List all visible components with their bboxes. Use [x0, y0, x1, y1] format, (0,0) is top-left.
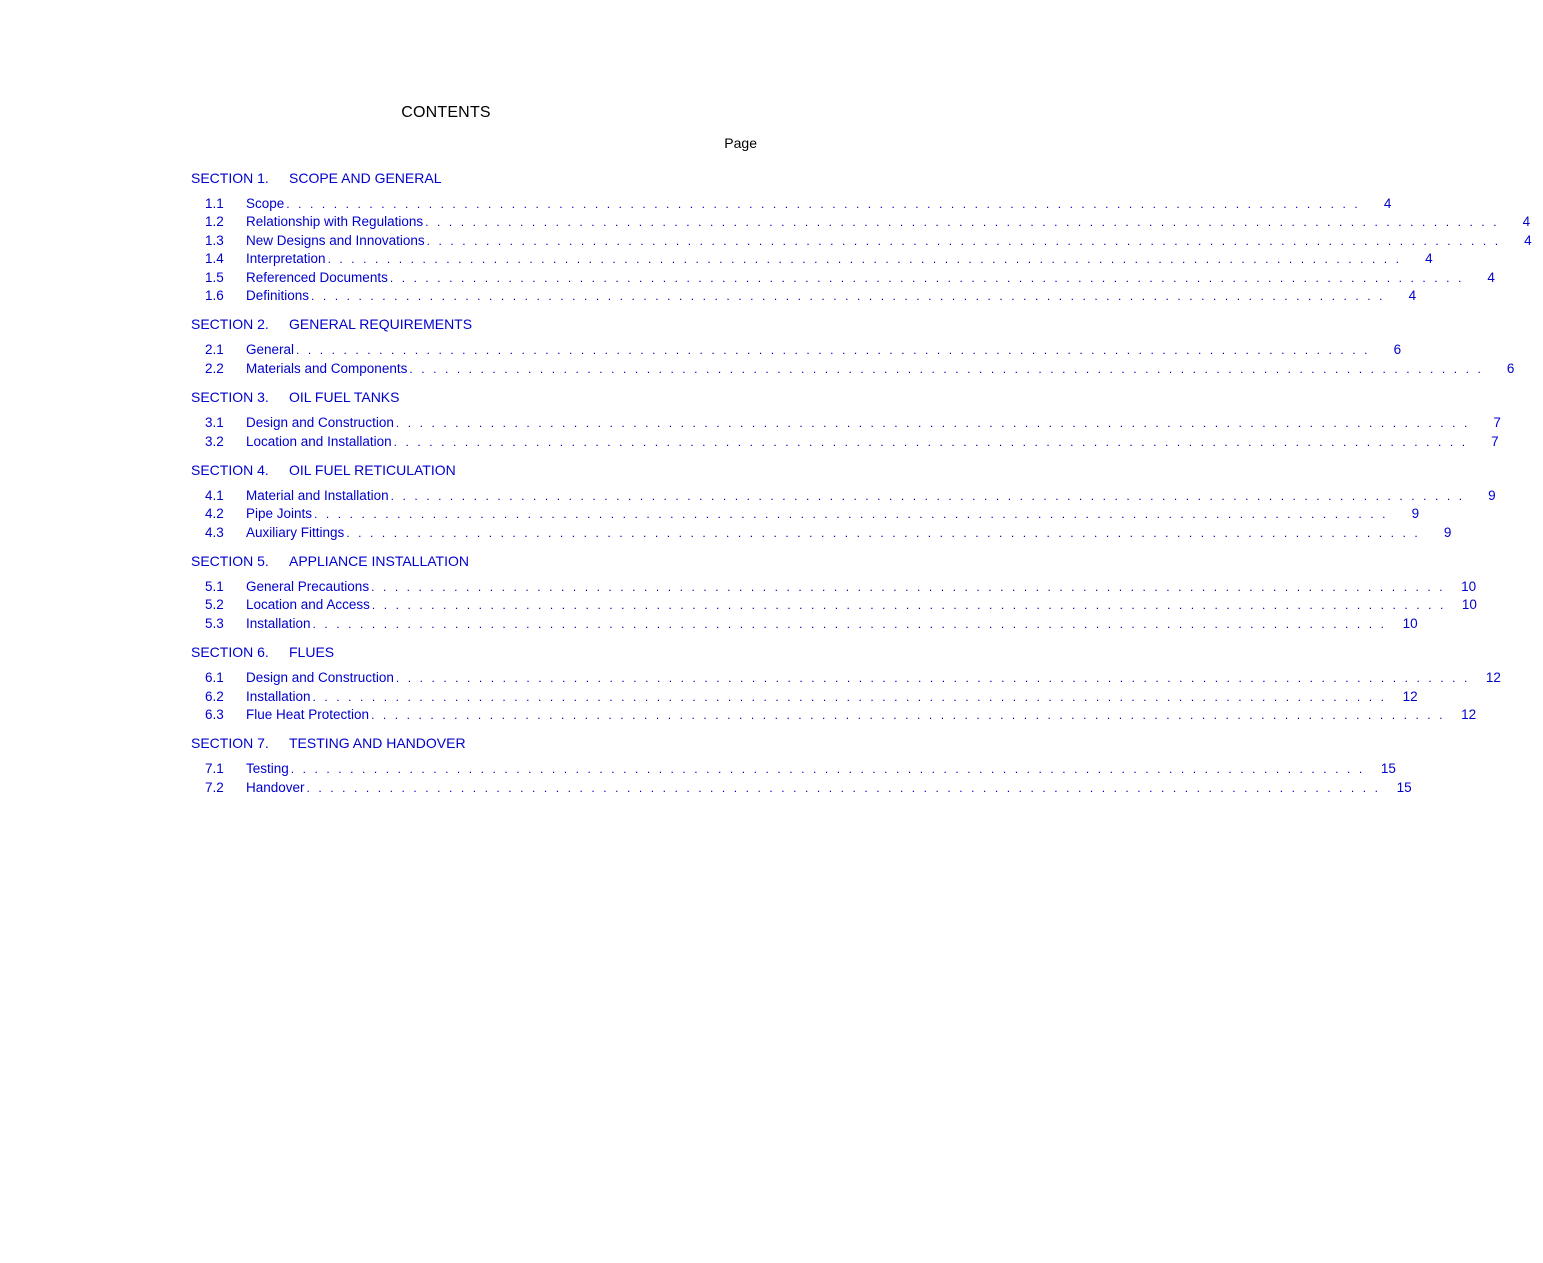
- section-label: SECTION 7.: [191, 735, 269, 752]
- section-heading[interactable]: [191, 551, 757, 571]
- toc-entry[interactable]: [191, 505, 1420, 523]
- section-heading[interactable]: [191, 387, 757, 407]
- entry-label: Materials and Components: [246, 360, 408, 376]
- dot-leader: . . . . . . . . . . . . . . . . . . . . . . . . . . . . . . . . . . . . . . . . . . . . . . . . . . . . . . . . . . . . . . . . . . . . . . . . . . . . . . . . . . . . . . . . . . .: [306, 780, 1381, 795]
- entry-page-number: 15: [1380, 761, 1396, 777]
- entry-label: Testing: [246, 761, 289, 777]
- toc-entry[interactable]: [191, 250, 1433, 268]
- entry-page-number: 4: [1383, 196, 1392, 211]
- dot-leader: . . . . . . . . . . . . . . . . . . . . . . . . . . . . . . . . . . . . . . . . . . . . . . . . . . . . . . . . . . . . . . . . . . . . . . . . . . . . . . . . . . . . . . . . . . .: [314, 507, 1389, 522]
- toc-entry[interactable]: [191, 433, 1499, 451]
- entry-page-number: 4: [1524, 232, 1532, 248]
- entry-page-number: 7: [1493, 415, 1501, 431]
- toc-entry[interactable]: [191, 706, 1477, 724]
- table-of-contents: [191, 168, 1532, 806]
- entry-label: Auxiliary Fittings: [246, 524, 345, 540]
- dot-leader: . . . . . . . . . . . . . . . . . . . . . . . . . . . . . . . . . . . . . . . . . . . . . . . . . . . . . . . . . . . . . . . . . . . . . . . . . . . . . . . . . . . . . . . . . . .: [390, 488, 1465, 503]
- entry-page-number: 7: [1491, 433, 1499, 449]
- section-heading[interactable]: [191, 642, 757, 662]
- entry-page-number: 6: [1506, 360, 1515, 376]
- dot-leader: . . . . . . . . . . . . . . . . . . . . . . . . . . . . . . . . . . . . . . . . . . . . . . . . . . . . . . . . . . . . . . . . . . . . . . . . . . . . . . . . . . . . . . . . . . .: [393, 434, 1468, 449]
- page-title: CONTENTS: [401, 104, 491, 121]
- section-heading[interactable]: [191, 460, 757, 480]
- entry-page-number: 4: [1408, 287, 1417, 303]
- entry-number: 4.2: [205, 506, 224, 522]
- entry-label: Scope: [246, 196, 285, 211]
- entry-number: 5.2: [205, 597, 224, 613]
- entry-label: Design and Construction: [246, 670, 394, 686]
- entry-number: 6.1: [205, 670, 224, 686]
- toc-entry[interactable]: [191, 414, 1501, 432]
- toc-entry[interactable]: [191, 524, 1452, 542]
- toc-section: [191, 642, 1501, 724]
- section-entries: [191, 414, 1501, 451]
- entry-number: 6.3: [205, 707, 224, 723]
- toc-entry[interactable]: [191, 779, 1412, 797]
- dot-leader: . . . . . . . . . . . . . . . . . . . . . . . . . . . . . . . . . . . . . . . . . . . . . . . . . . . . . . . . . . . . . . . . . . . . . . . . . . . . . . . . . . . . . . . . . . .: [286, 197, 1361, 211]
- entry-page-number: 4: [1522, 214, 1531, 230]
- entry-number: 2.2: [205, 360, 224, 376]
- entry-label: Referenced Documents: [246, 269, 388, 285]
- entry-page-number: 12: [1402, 688, 1418, 704]
- section-entries: [191, 195, 1532, 305]
- section-title: TESTING AND HANDOVER: [289, 735, 466, 752]
- dot-leader: . . . . . . . . . . . . . . . . . . . . . . . . . . . . . . . . . . . . . . . . . . . . . . . . . . . . . . . . . . . . . . . . . . . . . . . . . . . . . . . . . . . . . . . . . . .: [290, 762, 1365, 777]
- dot-leader: . . . . . . . . . . . . . . . . . . . . . . . . . . . . . . . . . . . . . . . . . . . . . . . . . . . . . . . . . . . . . . . . . . . . . . . . . . . . . . . . . . . . . . . . . . .: [371, 708, 1446, 723]
- entry-label: Handover: [246, 779, 305, 795]
- section-heading[interactable]: [191, 733, 757, 753]
- entry-number: 1.5: [205, 269, 224, 285]
- section-entries: [191, 669, 1501, 724]
- section-entries: [191, 760, 1412, 797]
- entry-page-number: 15: [1396, 779, 1412, 795]
- entry-number: 4.3: [205, 524, 224, 540]
- section-label: SECTION 3.: [191, 389, 269, 406]
- entry-number: 3.1: [205, 415, 224, 431]
- section-label: SECTION 1.: [191, 170, 269, 186]
- entry-number: 7.1: [205, 761, 224, 777]
- toc-section: [191, 733, 1412, 797]
- entry-number: 5.3: [205, 615, 224, 631]
- dot-leader: . . . . . . . . . . . . . . . . . . . . . . . . . . . . . . . . . . . . . . . . . . . . . . . . . . . . . . . . . . . . . . . . . . . . . . . . . . . . . . . . . . . . . . . . . . .: [371, 580, 1446, 595]
- entry-number: 3.2: [205, 433, 224, 449]
- dot-leader: . . . . . . . . . . . . . . . . . . . . . . . . . . . . . . . . . . . . . . . . . . . . . . . . . . . . . . . . . . . . . . . . . . . . . . . . . . . . . . . . . . . . . . . . . . .: [327, 252, 1402, 267]
- toc-entry[interactable]: [191, 487, 1496, 505]
- entry-page-number: 4: [1487, 269, 1495, 285]
- toc-entry[interactable]: [191, 760, 1396, 778]
- entry-label: Flue Heat Protection: [246, 707, 370, 723]
- entry-label: Pipe Joints: [246, 506, 313, 522]
- toc-section: [191, 551, 1477, 633]
- section-heading[interactable]: [191, 168, 757, 188]
- entry-number: 4.1: [205, 487, 224, 503]
- toc-entry[interactable]: [191, 341, 1402, 359]
- section-label: SECTION 5.: [191, 553, 269, 570]
- section-title: SCOPE AND GENERAL: [289, 170, 442, 186]
- entry-page-number: 6: [1393, 342, 1402, 358]
- dot-leader: . . . . . . . . . . . . . . . . . . . . . . . . . . . . . . . . . . . . . . . . . . . . . . . . . . . . . . . . . . . . . . . . . . . . . . . . . . . . . . . . . . . . . . . . . . .: [312, 689, 1387, 704]
- section-title: GENERAL REQUIREMENTS: [289, 316, 473, 333]
- entry-label: General Precautions: [246, 579, 370, 595]
- toc-entry[interactable]: [191, 669, 1501, 687]
- dot-leader: . . . . . . . . . . . . . . . . . . . . . . . . . . . . . . . . . . . . . . . . . . . . . . . . . . . . . . . . . . . . . . . . . . . . . . . . . . . . . . . . . . . . . . . . . . .: [395, 671, 1470, 686]
- toc-section: [191, 387, 1501, 451]
- toc-section: [191, 460, 1496, 542]
- entry-label: New Designs and Innovations: [246, 232, 425, 248]
- dot-leader: . . . . . . . . . . . . . . . . . . . . . . . . . . . . . . . . . . . . . . . . . . . . . . . . . . . . . . . . . . . . . . . . . . . . . . . . . . . . . . . . . . . . . . . . . . .: [409, 361, 1484, 376]
- entry-page-number: 9: [1488, 487, 1496, 503]
- entry-label: Interpretation: [246, 251, 326, 267]
- dot-leader: . . . . . . . . . . . . . . . . . . . . . . . . . . . . . . . . . . . . . . . . . . . . . . . . . . . . . . . . . . . . . . . . . . . . . . . . . . . . . . . . . . . . . . . . . . .: [389, 270, 1464, 285]
- section-entries: [191, 341, 1515, 378]
- section-entries: [191, 487, 1496, 542]
- toc-section: [191, 314, 1515, 378]
- section-title: FLUES: [289, 644, 335, 661]
- toc-entry[interactable]: [191, 578, 1477, 596]
- toc-entry[interactable]: [191, 596, 1477, 614]
- entry-page-number: 9: [1443, 524, 1452, 540]
- entry-label: Installation: [246, 615, 311, 631]
- entry-label: Material and Installation: [246, 487, 389, 503]
- entry-number: 7.2: [205, 779, 224, 795]
- toc-entry[interactable]: [191, 287, 1417, 305]
- entry-number: 5.1: [205, 579, 224, 595]
- entry-number: 1.6: [205, 287, 224, 303]
- section-title: OIL FUEL RETICULATION: [289, 461, 456, 478]
- entry-number: 6.2: [205, 688, 224, 704]
- entry-number: 1.4: [205, 251, 224, 267]
- dot-leader: . . . . . . . . . . . . . . . . . . . . . . . . . . . . . . . . . . . . . . . . . . . . . . . . . . . . . . . . . . . . . . . . . . . . . . . . . . . . . . . . . . . . . . . . . . .: [425, 215, 1500, 230]
- entry-page-number: 10: [1461, 579, 1477, 595]
- section-title: APPLIANCE INSTALLATION: [289, 553, 469, 570]
- entry-page-number: 4: [1425, 251, 1433, 267]
- toc-entry[interactable]: [191, 213, 1531, 231]
- entry-page-number: 10: [1402, 615, 1418, 631]
- page-column-heading: Page: [724, 135, 757, 151]
- entry-page-number: 12: [1485, 670, 1501, 686]
- entry-label: Definitions: [246, 287, 310, 303]
- entry-label: Relationship with Regulations: [246, 214, 424, 230]
- entry-page-number: 12: [1461, 707, 1477, 723]
- dot-leader: . . . . . . . . . . . . . . . . . . . . . . . . . . . . . . . . . . . . . . . . . . . . . . . . . . . . . . . . . . . . . . . . . . . . . . . . . . . . . . . . . . . . . . . . . . .: [296, 343, 1371, 358]
- entry-number: 1.1: [205, 196, 224, 211]
- entry-number: 2.1: [205, 342, 224, 358]
- toc-entry[interactable]: [191, 195, 1392, 213]
- dot-leader: . . . . . . . . . . . . . . . . . . . . . . . . . . . . . . . . . . . . . . . . . . . . . . . . . . . . . . . . . . . . . . . . . . . . . . . . . . . . . . . . . . . . . . . . . . .: [395, 416, 1470, 431]
- section-entries: [191, 578, 1477, 633]
- toc-entry[interactable]: [191, 688, 1418, 706]
- dot-leader: . . . . . . . . . . . . . . . . . . . . . . . . . . . . . . . . . . . . . . . . . . . . . . . . . . . . . . . . . . . . . . . . . . . . . . . . . . . . . . . . . . . . . . . . . . .: [426, 233, 1501, 248]
- section-label: SECTION 2.: [191, 316, 269, 333]
- dot-leader: . . . . . . . . . . . . . . . . . . . . . . . . . . . . . . . . . . . . . . . . . . . . . . . . . . . . . . . . . . . . . . . . . . . . . . . . . . . . . . . . . . . . . . . . . . .: [312, 616, 1387, 631]
- section-title: OIL FUEL TANKS: [289, 389, 400, 406]
- section-label: SECTION 6.: [191, 644, 269, 661]
- toc-entry[interactable]: [191, 360, 1515, 378]
- toc-section: [191, 168, 1532, 305]
- entry-page-number: 9: [1411, 506, 1420, 522]
- toc-entry[interactable]: [191, 615, 1418, 633]
- entry-label: Design and Construction: [246, 415, 394, 431]
- toc-entry[interactable]: [191, 232, 1532, 250]
- section-heading[interactable]: [191, 314, 757, 334]
- dot-leader: . . . . . . . . . . . . . . . . . . . . . . . . . . . . . . . . . . . . . . . . . . . . . . . . . . . . . . . . . . . . . . . . . . . . . . . . . . . . . . . . . . . . . . . . . . .: [311, 288, 1386, 303]
- dot-leader: . . . . . . . . . . . . . . . . . . . . . . . . . . . . . . . . . . . . . . . . . . . . . . . . . . . . . . . . . . . . . . . . . . . . . . . . . . . . . . . . . . . . . . . . . . .: [346, 525, 1421, 540]
- entry-number: 1.3: [205, 232, 224, 248]
- toc-entry[interactable]: [191, 269, 1495, 287]
- entry-number: 1.2: [205, 214, 224, 230]
- entry-label: General: [246, 342, 295, 358]
- entry-label: Location and Installation: [246, 433, 392, 449]
- entry-label: Location and Access: [246, 597, 370, 613]
- section-label: SECTION 4.: [191, 461, 269, 478]
- entry-page-number: 10: [1461, 597, 1477, 613]
- dot-leader: . . . . . . . . . . . . . . . . . . . . . . . . . . . . . . . . . . . . . . . . . . . . . . . . . . . . . . . . . . . . . . . . . . . . . . . . . . . . . . . . . . . . . . . . . . .: [371, 598, 1446, 613]
- entry-label: Installation: [246, 688, 311, 704]
